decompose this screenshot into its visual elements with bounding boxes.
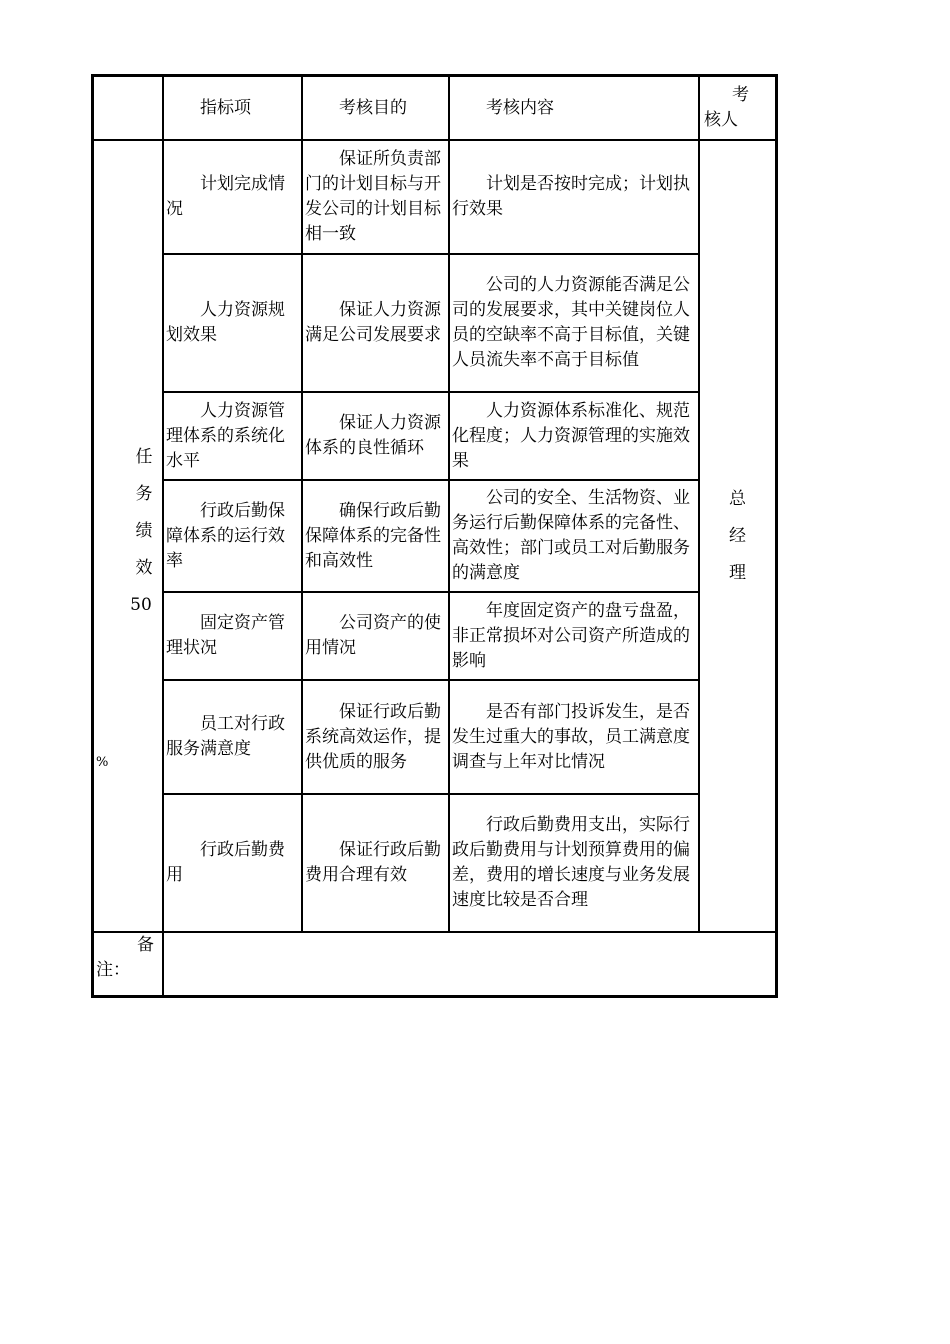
row-content: 公司的人力资源能否满足公司的发展要求，其中关键岗位人员的空缺率不高于目标值，关键人员流失率不高于目标值 <box>449 254 699 392</box>
table-row <box>93 392 776 480</box>
table-row <box>93 480 776 592</box>
row-indicator: 固定资产管理状况 <box>163 592 302 680</box>
reviewer-cell <box>699 140 776 932</box>
category-number: 50 <box>130 595 152 615</box>
category-cell <box>93 140 163 932</box>
note-label-cell <box>93 932 163 996</box>
row-indicator: 计划完成情况 <box>163 140 302 254</box>
note-row <box>93 932 776 996</box>
header-reviewer-line1: 考 <box>732 85 749 105</box>
row-purpose: 保证行政后勤系统高效运作，提供优质的服务 <box>302 680 449 794</box>
row-content: 年度固定资产的盘亏盘盈，非正常损坏对公司资产所造成的影响 <box>449 592 699 680</box>
row-purpose: 保证所负责部门的计划目标与开发公司的计划目标相一致 <box>302 140 449 254</box>
category-char: 绩 <box>135 521 153 541</box>
reviewer-char: 总 <box>729 488 746 509</box>
row-content: 公司的安全、生活物资、业务运行后勤保障体系的完备性、高效性；部门或员工对后勤服务的满意度 <box>449 480 699 592</box>
reviewer-label <box>728 481 747 592</box>
header-indicator: 指标项 <box>163 76 302 140</box>
note-value-cell <box>163 932 776 996</box>
table-header-row <box>93 76 776 140</box>
row-purpose: 保证人力资源体系的良性循环 <box>302 392 449 480</box>
header-purpose: 考核目的 <box>302 76 449 140</box>
row-indicator: 人力资源规划效果 <box>163 254 302 392</box>
row-indicator: 员工对行政服务满意度 <box>163 680 302 794</box>
assessment-table <box>91 74 778 998</box>
header-content: 考核内容 <box>449 76 699 140</box>
reviewer-char: 经 <box>729 525 746 546</box>
row-purpose: 公司资产的使用情况 <box>302 592 449 680</box>
row-content: 是否有部门投诉发生，是否发生过重大的事故，员工满意度调查与上年对比情况 <box>449 680 699 794</box>
table-row <box>93 254 776 392</box>
row-content: 人力资源体系标准化、规范化程度；人力资源管理的实施效果 <box>449 392 699 480</box>
header-reviewer-line2: 核人 <box>704 110 738 130</box>
row-indicator: 行政后勤保障体系的运行效率 <box>163 480 302 592</box>
row-content: 行政后勤费用支出，实际行政后勤费用与计划预算费用的偏差，费用的增长速度与业务发展速度比较是否合理 <box>449 794 699 932</box>
category-char: 任 <box>135 447 153 467</box>
row-indicator: 人力资源管理体系的系统化水平 <box>163 392 302 480</box>
category-label <box>130 439 154 624</box>
row-purpose: 确保行政后勤保障体系的完备性和高效性 <box>302 480 449 592</box>
reviewer-char: 理 <box>729 562 746 583</box>
table-row <box>93 592 776 680</box>
category-char: 务 <box>135 484 153 504</box>
row-indicator: 行政后勤费用 <box>163 794 302 932</box>
note-label-line1: 备 <box>137 935 154 955</box>
row-purpose: 保证行政后勤费用合理有效 <box>302 794 449 932</box>
table-row <box>93 140 776 254</box>
note-label-line2: 注： <box>96 960 130 980</box>
header-reviewer <box>699 76 776 140</box>
row-purpose: 保证人力资源满足公司发展要求 <box>302 254 449 392</box>
category-percent: % <box>96 755 109 770</box>
header-blank-cell <box>93 76 163 140</box>
table-row <box>93 794 776 932</box>
category-char: 效 <box>135 558 153 578</box>
table-row <box>93 680 776 794</box>
row-content: 计划是否按时完成；计划执行效果 <box>449 140 699 254</box>
